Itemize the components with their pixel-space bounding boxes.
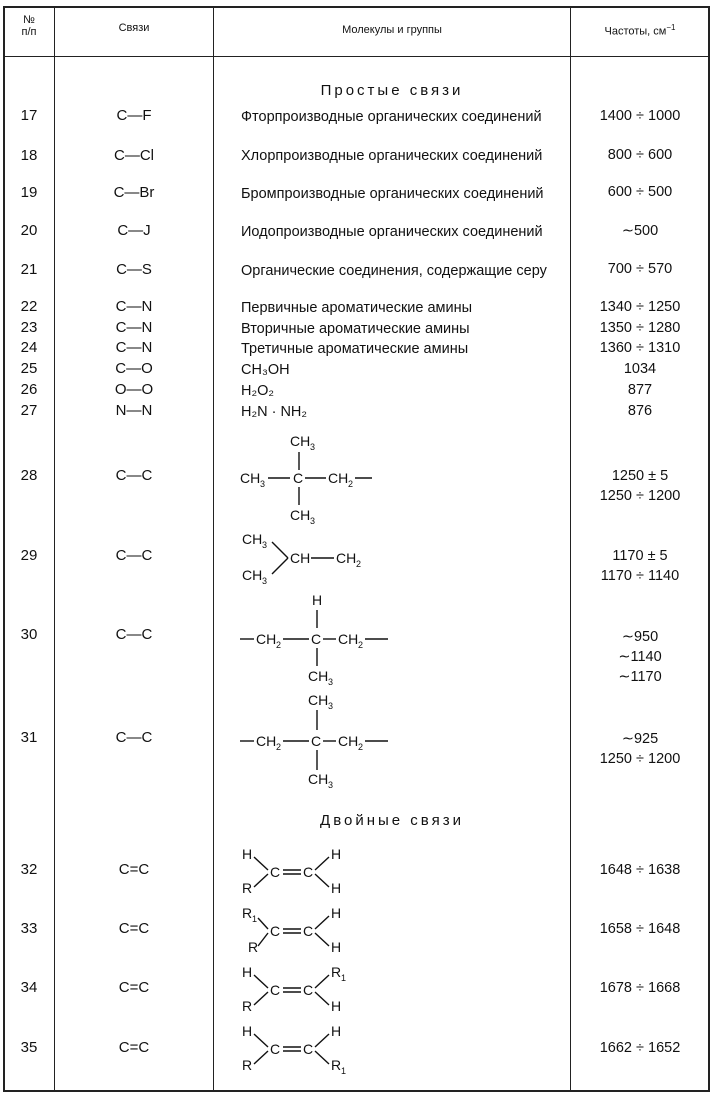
row-number: 18 <box>20 147 38 164</box>
frequency-value: 800 ÷ 600 <box>607 147 673 163</box>
bond-cell: C=C <box>118 861 150 878</box>
bond-cell: C—O <box>115 360 153 377</box>
label-h: H <box>331 905 342 921</box>
frequency-value: 1400 ÷ 1000 <box>599 108 681 124</box>
molecule-cell: Бромпроизводные органических соединений <box>241 186 544 202</box>
bond-cell: C—J <box>117 222 151 239</box>
label-ch3: CH <box>290 507 311 523</box>
label-r: R <box>331 1057 342 1073</box>
row-number: 20 <box>20 222 38 239</box>
structure-alkene-32 <box>230 843 370 899</box>
sub-3: 3 <box>262 540 268 550</box>
label-h: H <box>242 1023 253 1039</box>
bond-line <box>272 542 288 558</box>
label-h: H <box>242 964 253 980</box>
sub-3: 3 <box>328 701 334 711</box>
bond-line <box>258 933 268 946</box>
label-c: C <box>303 1041 314 1057</box>
frequency-cell <box>572 466 708 506</box>
molecule-cell: H₂N · NH₂ <box>241 404 308 420</box>
bond-cell: C—F <box>116 107 152 124</box>
molecule-cell: Третичные ароматические амины <box>241 341 469 357</box>
label-c: C <box>270 864 281 880</box>
frequency-cell <box>572 259 708 279</box>
row-number: 35 <box>20 1039 38 1056</box>
sub-2: 2 <box>358 640 364 650</box>
sub-1: 1 <box>341 973 347 983</box>
label-h: H <box>331 846 342 862</box>
frequency-cell <box>572 919 708 939</box>
bond-line <box>315 933 329 946</box>
bond-cell: C=C <box>118 920 150 937</box>
label-ch2: CH <box>256 631 277 647</box>
frequency-cell <box>572 978 708 998</box>
header-molecules: Молекулы и группы <box>342 24 442 36</box>
bond-line <box>315 992 329 1005</box>
frequency-value: 1250 ÷ 1200 <box>599 751 681 767</box>
label-h: H <box>312 592 323 608</box>
label-ch3: CH <box>240 470 261 486</box>
sub-2: 2 <box>348 479 354 489</box>
bond-cell: C—N <box>115 319 153 336</box>
frequency-value: ∼925 <box>621 731 659 747</box>
row-number: 22 <box>20 298 38 315</box>
sub-1: 1 <box>252 914 258 924</box>
frequency-cell <box>572 401 708 421</box>
label-c: C <box>303 923 314 939</box>
structure-alkene-35 <box>230 1020 370 1076</box>
section-double-bonds: Двойные связи <box>320 812 464 829</box>
label-ch3: CH <box>308 771 329 787</box>
row-number: 26 <box>20 381 38 398</box>
bond-line <box>254 1051 268 1064</box>
molecule-cell: H₂O₂ <box>241 383 275 399</box>
row-number: 29 <box>20 547 38 564</box>
sub-2: 2 <box>356 559 362 569</box>
frequency-cell <box>572 297 708 317</box>
structure-isobutyl <box>230 528 410 588</box>
bond-cell: O—O <box>114 381 154 398</box>
label-c: C <box>270 982 281 998</box>
bond-cell: C—N <box>115 298 153 315</box>
bond-line <box>254 857 268 870</box>
bond-line <box>254 1034 268 1047</box>
bond-cell: C—C <box>115 467 153 484</box>
bond-cell: C—S <box>116 261 152 278</box>
structure-alkene-33 <box>230 902 370 958</box>
molecule-cell: Хлорпроизводные органических соединений <box>241 148 543 164</box>
frequency-value: 1170 ± 5 <box>612 548 668 564</box>
frequency-value: 1648 ÷ 1638 <box>599 862 681 878</box>
label-r: R <box>242 998 253 1014</box>
frequency-value: 1662 ÷ 1652 <box>599 1040 681 1056</box>
label-ch2: CH <box>256 733 277 749</box>
section-single-bonds: Простые связи <box>320 82 464 99</box>
label-ch3: CH <box>242 567 263 583</box>
bond-line <box>254 975 268 988</box>
bond-cell: C=C <box>118 1039 150 1056</box>
bond-line <box>315 857 329 870</box>
label-c: C <box>270 1041 281 1057</box>
label-c: C <box>303 864 314 880</box>
structure-dimethyl-branch <box>230 690 410 790</box>
label-r: R <box>331 964 342 980</box>
sub-2: 2 <box>276 742 282 752</box>
label-ch3: CH <box>308 692 329 708</box>
molecule-cell: Иодопроизводные органических соединений <box>241 224 543 240</box>
frequency-value: 1340 ÷ 1250 <box>599 299 681 315</box>
sub-3: 3 <box>328 780 334 790</box>
row-number: 21 <box>20 261 38 278</box>
frequency-cell <box>572 546 708 586</box>
label-ch2: CH <box>338 631 359 647</box>
bond-line <box>254 874 268 887</box>
label-c: C <box>311 631 322 647</box>
sub-3: 3 <box>310 442 316 452</box>
frequency-cell <box>572 145 708 165</box>
frequency-cell <box>572 729 708 769</box>
label-ch: CH <box>290 550 311 566</box>
row-number: 31 <box>20 729 38 746</box>
frequency-value: 700 ÷ 570 <box>607 261 673 277</box>
bond-line <box>315 874 329 887</box>
label-h: H <box>331 939 342 955</box>
frequency-cell <box>572 1038 708 1058</box>
column-divider <box>213 6 214 1092</box>
bond-line <box>315 916 329 929</box>
frequency-value: 1250 ± 5 <box>611 468 669 484</box>
structure-methyl-branch <box>230 588 410 688</box>
molecule-cell: Фторпроизводные органических соединений <box>241 109 542 125</box>
row-number: 32 <box>20 861 38 878</box>
label-h: H <box>331 998 342 1014</box>
label-h: H <box>242 846 253 862</box>
frequency-value: ∼950 <box>621 629 659 645</box>
label-h: H <box>331 880 342 896</box>
bond-line <box>272 558 288 574</box>
frequency-value: 877 <box>627 382 653 398</box>
row-number: 23 <box>20 319 38 336</box>
column-divider <box>570 6 571 1092</box>
frequency-value: 1250 ÷ 1200 <box>599 488 681 504</box>
label-r: R <box>242 905 253 921</box>
frequency-value: 876 <box>627 403 653 419</box>
label-ch2: CH <box>338 733 359 749</box>
bond-line <box>315 1051 329 1064</box>
row-number: 17 <box>20 107 38 124</box>
frequency-value: 1360 ÷ 1310 <box>599 340 681 356</box>
frequency-value: 1170 ÷ 1140 <box>600 568 680 584</box>
bond-cell: N—N <box>115 402 153 419</box>
bond-cell: C—C <box>115 626 153 643</box>
sub-1: 1 <box>341 1066 347 1076</box>
frequency-cell <box>572 627 708 687</box>
row-number: 30 <box>20 626 38 643</box>
bond-cell: C—C <box>115 547 153 564</box>
frequency-value: 1350 ÷ 1280 <box>599 320 681 336</box>
header-number: № п/п <box>21 14 37 38</box>
label-ch3: CH <box>242 531 263 547</box>
frequency-value: 1678 ÷ 1668 <box>599 980 681 996</box>
bond-cell: C—C <box>115 729 153 746</box>
frequency-cell <box>572 221 708 241</box>
frequency-cell <box>572 338 708 358</box>
bond-line <box>315 975 329 988</box>
label-ch3: CH <box>290 433 311 449</box>
bond-line <box>254 992 268 1005</box>
row-number: 34 <box>20 979 38 996</box>
row-number: 19 <box>20 184 38 201</box>
label-c: C <box>311 733 322 749</box>
bond-cell: C—N <box>115 339 153 356</box>
bond-line <box>258 918 268 929</box>
frequency-value: 600 ÷ 500 <box>607 184 673 200</box>
frequency-cell <box>572 860 708 880</box>
frequency-cell <box>572 318 708 338</box>
molecule-cell: Вторичные ароматические амины <box>241 321 470 337</box>
frequency-value: 1034 <box>623 361 657 377</box>
header-frequency: Частоты, $см^{-1}$ <box>604 23 676 38</box>
label-c: C <box>293 470 304 486</box>
structure-neopentyl <box>230 430 410 526</box>
label-ch3: CH <box>308 668 329 684</box>
bond-line <box>315 1034 329 1047</box>
molecule-cell: Органические соединения, содержащие серу <box>241 263 547 279</box>
row-number: 33 <box>20 920 38 937</box>
label-r: R <box>242 1057 253 1073</box>
bond-cell: C—Br <box>113 184 155 201</box>
frequency-value: ∼1140 <box>618 649 662 665</box>
bond-cell: C—Cl <box>114 147 154 164</box>
label-r: R <box>248 939 259 955</box>
row-number: 28 <box>20 467 38 484</box>
sub-3: 3 <box>310 516 316 526</box>
frequency-cell <box>572 359 708 379</box>
label-ch2: CH <box>336 550 357 566</box>
column-divider <box>54 6 55 1092</box>
label-c: C <box>270 923 281 939</box>
frequency-value: ∼1170 <box>618 669 662 685</box>
header-divider <box>3 56 710 57</box>
molecule-cell: CH₃OH <box>241 362 290 378</box>
structure-alkene-34 <box>230 961 370 1017</box>
sub-2: 2 <box>276 640 282 650</box>
label-c: C <box>303 982 314 998</box>
sub-3: 3 <box>260 479 266 489</box>
frequency-value: ∼500 <box>621 223 659 239</box>
frequency-value: 1658 ÷ 1648 <box>599 921 681 937</box>
row-number: 24 <box>20 339 38 356</box>
frequency-cell <box>572 182 708 202</box>
row-number: 27 <box>20 402 38 419</box>
label-h: H <box>331 1023 342 1039</box>
label-r: R <box>242 880 253 896</box>
header-bonds: Связи <box>118 22 150 34</box>
molecule-cell: Первичные ароматические амины <box>241 300 473 316</box>
frequency-cell <box>572 380 708 400</box>
sub-3: 3 <box>328 677 334 687</box>
sub-3: 3 <box>262 576 268 586</box>
sub-2: 2 <box>358 742 364 752</box>
bond-cell: C=C <box>118 979 150 996</box>
label-ch2: CH <box>328 470 349 486</box>
row-number: 25 <box>20 360 38 377</box>
frequency-cell <box>572 106 708 126</box>
